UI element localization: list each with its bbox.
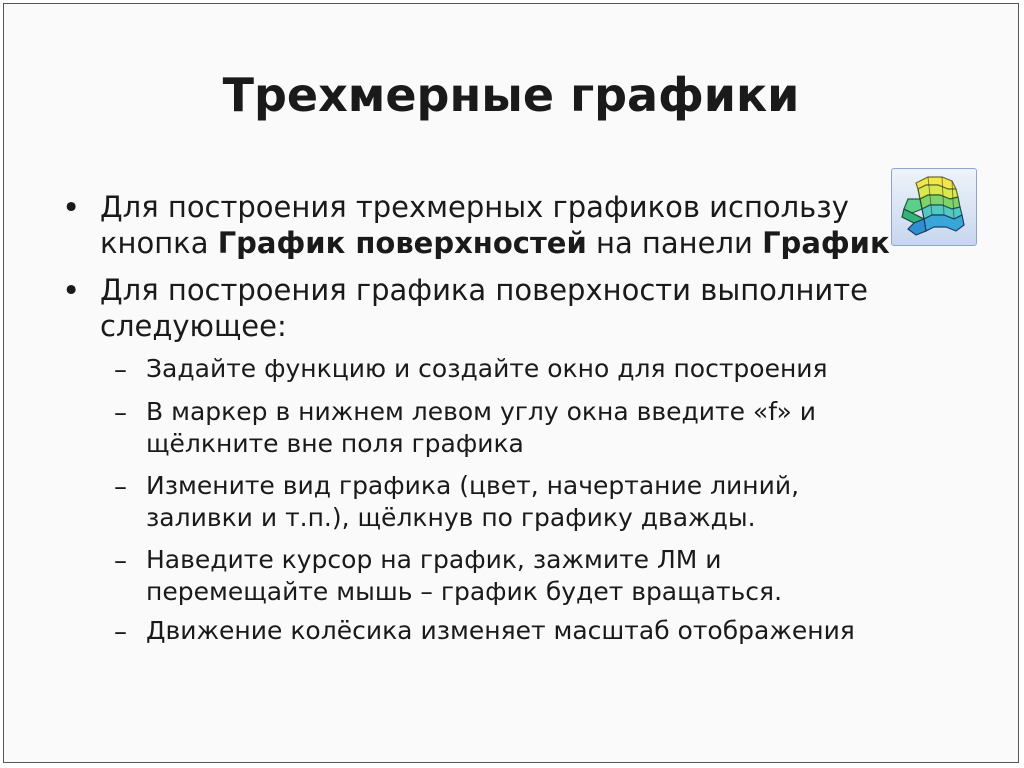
bullet-1-line-1-clip	[100, 190, 890, 226]
subitem-4-line-1: Наведите курсор на график, зажмите ЛМ и	[146, 545, 722, 574]
subitem-2-line-1: В маркер в нижнем левом углу окна введите «f» и	[146, 397, 817, 426]
subitem-1-line-1: Задайте функцию и создайте окно для построения	[146, 354, 828, 383]
surface-plot-term: График поверхностей	[217, 226, 587, 260]
surface-plot-icon	[898, 173, 970, 243]
surface-plot-button[interactable]	[891, 168, 977, 246]
subitem-2-line-2: щёлкните вне поля графика	[146, 429, 524, 458]
dash-mark: –	[114, 398, 127, 428]
slide-body	[4, 4, 1018, 762]
slide	[3, 3, 1019, 763]
bullet-mark: •	[62, 190, 81, 226]
bullet-1-line-1: Для построения трехмерных графиков использу	[100, 190, 849, 224]
bullet-2-line-1: Для построения графика поверхности выполните	[100, 273, 869, 307]
subitem-3-line-1: Измените вид графика (цвет, начертание линий,	[146, 471, 800, 500]
slide-title: Трехмерные графики	[222, 68, 800, 122]
bullet-1-line-2-clip	[100, 226, 890, 262]
graph-panel-term: График	[762, 226, 890, 260]
bullet-2-line-2: следующее:	[100, 309, 287, 343]
bullet-1-text-b: на панели	[586, 226, 763, 260]
bullet-1-text-a: кнопка	[100, 226, 218, 260]
dash-mark: –	[114, 472, 127, 502]
bullet-mark: •	[62, 273, 81, 309]
dash-mark: –	[114, 546, 127, 576]
subitem-3-line-2: заливки и т.п.), щёлкнув по графику дважды.	[146, 503, 756, 532]
dash-mark: –	[114, 355, 127, 385]
dash-mark: –	[114, 617, 127, 647]
subitem-5-line-1: Движение колёсика изменяет масштаб отображения	[146, 616, 855, 645]
subitem-4-line-2: перемещайте мышь – график будет вращаться.	[146, 577, 783, 606]
bullet-1-line-2	[100, 226, 890, 260]
